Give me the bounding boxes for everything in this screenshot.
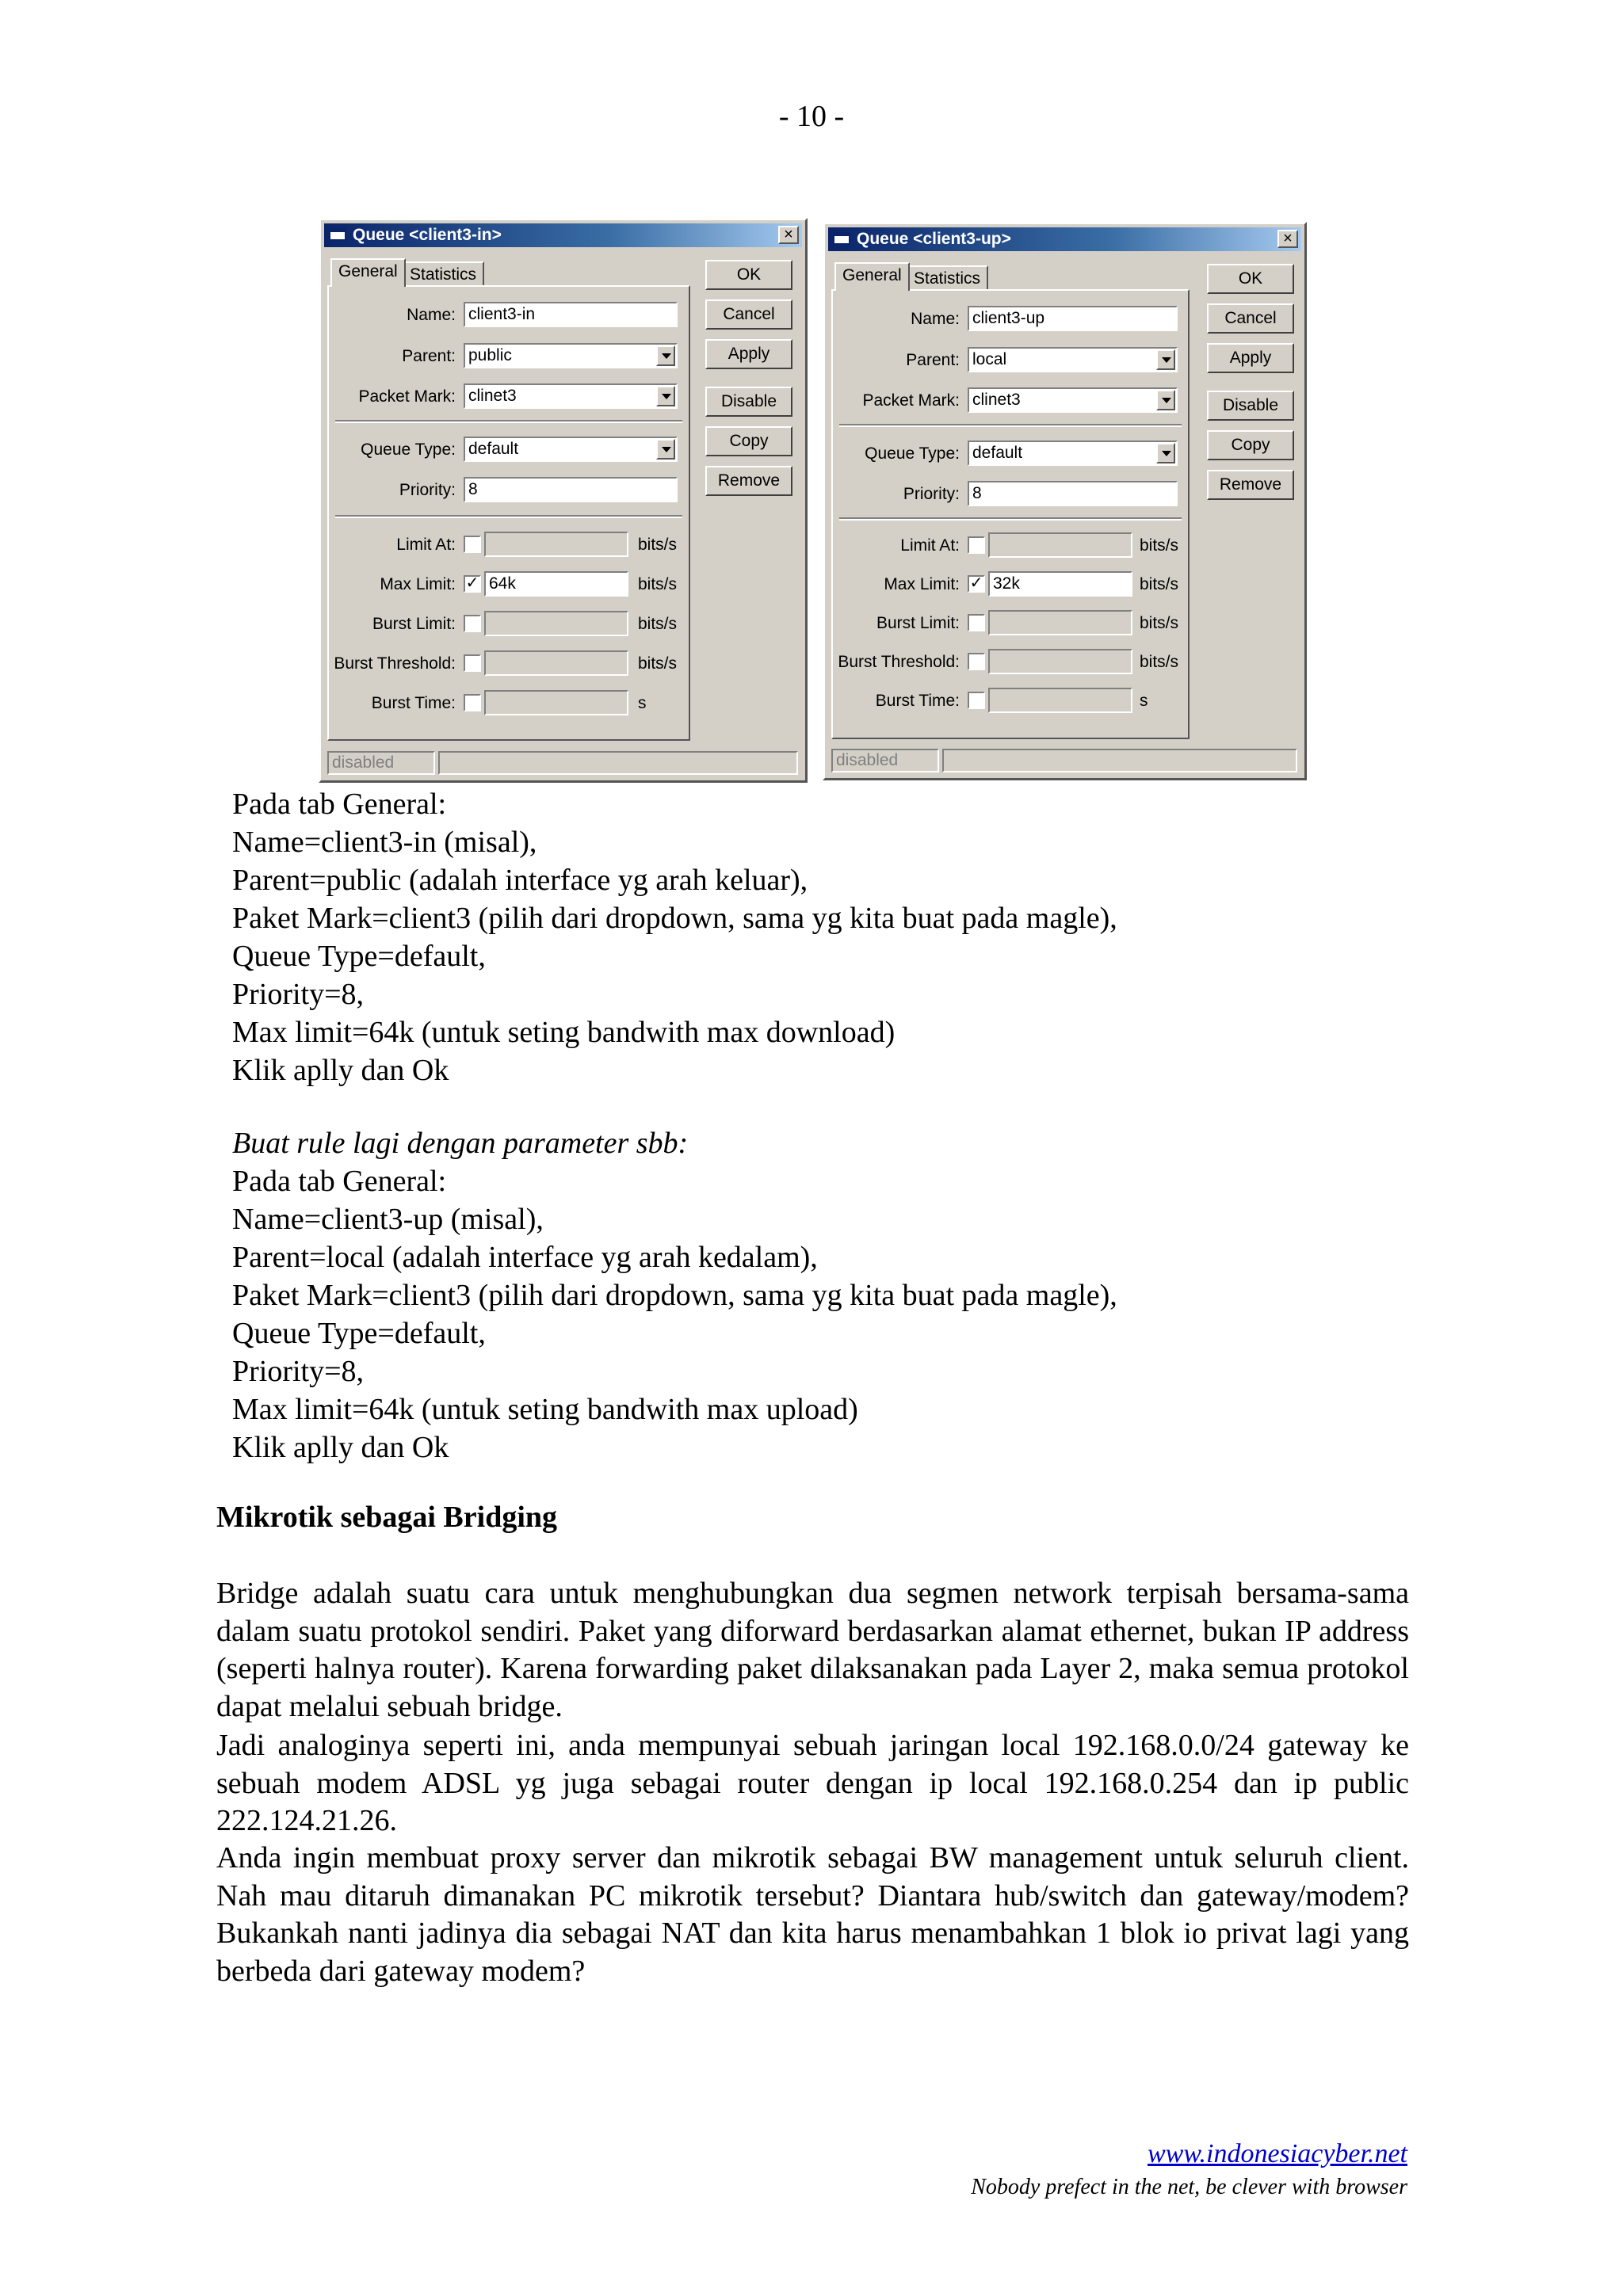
tab-statistics[interactable]: Statistics <box>402 261 484 287</box>
packet-mark-value: clinet3 <box>972 391 1021 409</box>
footer-tagline: Nobody prefect in the net, be clever with browser <box>971 2175 1407 2199</box>
text-line: Klik aplly dan Ok <box>232 1054 449 1087</box>
burst-limit-checkbox[interactable] <box>464 615 481 632</box>
packet-mark-value: clinet3 <box>468 387 517 405</box>
block2-intro: Buat rule lagi dengan parameter sbb: <box>232 1127 689 1160</box>
max-limit-unit: bits/s <box>1140 575 1179 593</box>
text-line: Klik aplly dan Ok <box>232 1431 449 1464</box>
name-input[interactable]: client3-up <box>968 306 1178 331</box>
queue-type-value: default <box>972 444 1023 462</box>
dialog-titlebar[interactable] <box>324 223 802 247</box>
text-line: Name=client3-up (misal), <box>232 1203 544 1236</box>
parent-label: Parent: <box>906 351 960 369</box>
text-line: Paket Mark=client3 (pilih dari dropdown, sama yg kita buat pada magle), <box>232 1279 1117 1312</box>
burst-time-checkbox[interactable] <box>464 694 481 711</box>
cancel-button[interactable]: Cancel <box>705 299 792 330</box>
chevron-down-icon[interactable] <box>656 439 675 460</box>
burst-threshold-unit: bits/s <box>1140 653 1179 671</box>
apply-button[interactable]: Apply <box>705 339 792 369</box>
copy-button[interactable]: Copy <box>705 426 792 456</box>
burst-threshold-unit: bits/s <box>638 654 678 673</box>
instructions-block-1 <box>232 785 1117 1089</box>
limit-at-input[interactable] <box>988 532 1132 558</box>
text-line: Paket Mark=client3 (pilih dari dropdown, sama yg kita buat pada magle), <box>232 902 1117 935</box>
text-line: Name=client3-in (misal), <box>232 826 537 859</box>
burst-time-label: Burst Time: <box>875 692 960 710</box>
parent-label: Parent: <box>402 347 456 365</box>
burst-time-unit: s <box>1140 692 1148 710</box>
queue-dialog-client3-in <box>319 218 808 783</box>
apply-button[interactable]: Apply <box>1207 343 1294 373</box>
ok-button[interactable]: OK <box>705 260 792 290</box>
burst-threshold-checkbox[interactable] <box>968 653 985 670</box>
page-number: - 10 - <box>778 100 845 133</box>
max-limit-input[interactable]: 32k <box>988 571 1132 597</box>
remove-button[interactable]: Remove <box>705 466 792 496</box>
parent-select[interactable] <box>968 347 1178 372</box>
text-line: Pada tab General: <box>232 1165 447 1198</box>
max-limit-input[interactable]: 64k <box>484 571 628 597</box>
parent-value: local <box>972 350 1007 368</box>
divider <box>839 424 1182 427</box>
name-input[interactable]: client3-in <box>464 302 678 327</box>
burst-threshold-checkbox[interactable] <box>464 654 481 672</box>
chevron-down-icon[interactable] <box>1156 349 1175 370</box>
paragraph: Anda ingin membuat proxy server dan mikrotik sebagai BW management untuk seluruh client. Nah mau ditaruh dimanakan PC mikrotik tersebut? Diantara hub/switch dan gateway/modem? Bukankah nanti jadinya dia sebagai NAT dan kita harus menambahkan 1 blok io privat lagi yang berbeda dari gateway modem? <box>216 1841 1409 1988</box>
paragraph: Bridge adalah suatu cara untuk menghubungkan dua segmen network terpisah bersama-sama dalam suatu protokol sendiri. Paket yang diforward berdasarkan alamat ethernet, bukan IP address (seperti halnya router). Karena forwarding paket dilaksanakan pada Layer 2, maka semua protokol dapat melalui sebuah bridge. <box>216 1577 1409 1723</box>
priority-input[interactable]: 8 <box>464 477 678 502</box>
dialog-titlebar[interactable] <box>828 227 1301 251</box>
priority-input[interactable]: 8 <box>968 481 1178 506</box>
name-label: Name: <box>911 310 960 328</box>
name-label: Name: <box>407 306 456 324</box>
chevron-down-icon[interactable] <box>1156 443 1175 463</box>
burst-limit-checkbox[interactable] <box>968 614 985 631</box>
burst-time-checkbox[interactable] <box>968 692 985 709</box>
burst-limit-label: Burst Limit: <box>876 614 960 632</box>
instructions-block-2 <box>232 1124 1117 1466</box>
close-button[interactable]: × <box>1277 230 1298 248</box>
max-limit-label: Max Limit: <box>884 575 960 593</box>
burst-time-input[interactable] <box>988 688 1132 713</box>
queue-type-value: default <box>468 440 519 458</box>
limit-at-label: Limit At: <box>396 536 456 554</box>
packet-mark-select[interactable] <box>968 387 1178 413</box>
burst-time-input[interactable] <box>484 690 628 715</box>
limit-at-label: Limit At: <box>900 536 960 555</box>
burst-threshold-input[interactable] <box>484 650 628 676</box>
text-line: Parent=local (adalah interface yg arah kedalam), <box>232 1241 818 1274</box>
divider <box>335 420 682 423</box>
section-heading: Mikrotik sebagai Bridging <box>216 1501 558 1534</box>
burst-limit-input[interactable] <box>988 610 1132 635</box>
limit-at-checkbox[interactable] <box>968 536 985 554</box>
burst-time-label: Burst Time: <box>371 694 456 712</box>
status-bar: disabled <box>327 751 435 775</box>
tab-general[interactable]: General <box>330 258 406 287</box>
footer-link[interactable]: www.indonesiacyber.net <box>1148 2139 1407 2168</box>
queue-type-label: Queue Type: <box>865 444 960 463</box>
text-line: Priority=8, <box>232 978 365 1011</box>
tab-general[interactable]: General <box>834 262 910 291</box>
queue-dialog-client3-up <box>823 222 1307 780</box>
text-line: Pada tab General: <box>232 788 447 821</box>
burst-threshold-input[interactable] <box>988 649 1132 674</box>
status-bar-extra <box>438 751 798 775</box>
tab-statistics[interactable]: Statistics <box>906 265 988 291</box>
disable-button[interactable]: Disable <box>705 387 792 417</box>
packet-mark-label: Packet Mark: <box>862 391 960 410</box>
window-icon <box>833 232 850 245</box>
chevron-down-icon[interactable] <box>656 386 675 406</box>
close-button[interactable]: × <box>778 226 799 244</box>
status-bar: disabled <box>831 749 939 772</box>
burst-threshold-label: Burst Threshold: <box>334 654 456 673</box>
burst-limit-unit: bits/s <box>638 615 678 633</box>
text-line: Max limit=64k (untuk seting bandwith max download) <box>232 1016 896 1049</box>
divider <box>839 517 1182 521</box>
queue-type-select[interactable] <box>968 441 1178 466</box>
limit-at-input[interactable] <box>484 532 628 557</box>
limit-at-checkbox[interactable] <box>464 536 481 553</box>
cancel-button[interactable]: Cancel <box>1207 303 1294 334</box>
burst-time-unit: s <box>638 694 647 712</box>
limit-at-unit: bits/s <box>1140 536 1179 555</box>
burst-limit-label: Burst Limit: <box>372 615 456 633</box>
text-line: Parent=public (adalah interface yg arah keluar), <box>232 864 808 897</box>
max-limit-label: Max Limit: <box>380 575 456 593</box>
packet-mark-select[interactable] <box>464 383 678 409</box>
max-limit-checkbox[interactable]: ✓ <box>464 575 481 593</box>
status-bar-extra <box>942 749 1297 772</box>
copy-button[interactable]: Copy <box>1207 430 1294 460</box>
disable-button[interactable]: Disable <box>1207 391 1294 421</box>
divider <box>335 515 682 518</box>
priority-label: Priority: <box>903 485 960 503</box>
ok-button[interactable]: OK <box>1207 264 1294 294</box>
text-line: Priority=8, <box>232 1355 365 1388</box>
burst-limit-input[interactable] <box>484 611 628 636</box>
max-limit-unit: bits/s <box>638 575 678 593</box>
text-line: Queue Type=default, <box>232 940 486 973</box>
packet-mark-label: Packet Mark: <box>358 387 456 406</box>
text-line: Queue Type=default, <box>232 1317 486 1350</box>
dialog-title: Queue <client3-in> <box>353 226 502 244</box>
window-icon <box>329 228 346 241</box>
max-limit-checkbox[interactable]: ✓ <box>968 575 985 593</box>
remove-button[interactable]: Remove <box>1207 470 1294 500</box>
queue-type-label: Queue Type: <box>361 441 456 459</box>
limit-at-unit: bits/s <box>638 536 678 554</box>
queue-type-select[interactable] <box>464 437 678 462</box>
dialog-title: Queue <client3-up> <box>857 230 1011 248</box>
parent-select[interactable] <box>464 343 678 368</box>
chevron-down-icon[interactable] <box>1156 390 1175 410</box>
burst-threshold-label: Burst Threshold: <box>838 653 960 671</box>
chevron-down-icon[interactable] <box>656 345 675 366</box>
text-line: Max limit=64k (untuk seting bandwith max upload) <box>232 1393 858 1426</box>
paragraph: Jadi analoginya seperti ini, anda mempunyai sebuah jaringan local 192.168.0.0/24 gateway ke sebuah modem ADSL yg juga sebagai router dengan ip local 192.168.0.254 dan ip public 222.124.21.26. <box>216 1729 1409 1838</box>
priority-label: Priority: <box>399 481 456 499</box>
parent-value: public <box>468 346 512 364</box>
burst-limit-unit: bits/s <box>1140 614 1179 632</box>
